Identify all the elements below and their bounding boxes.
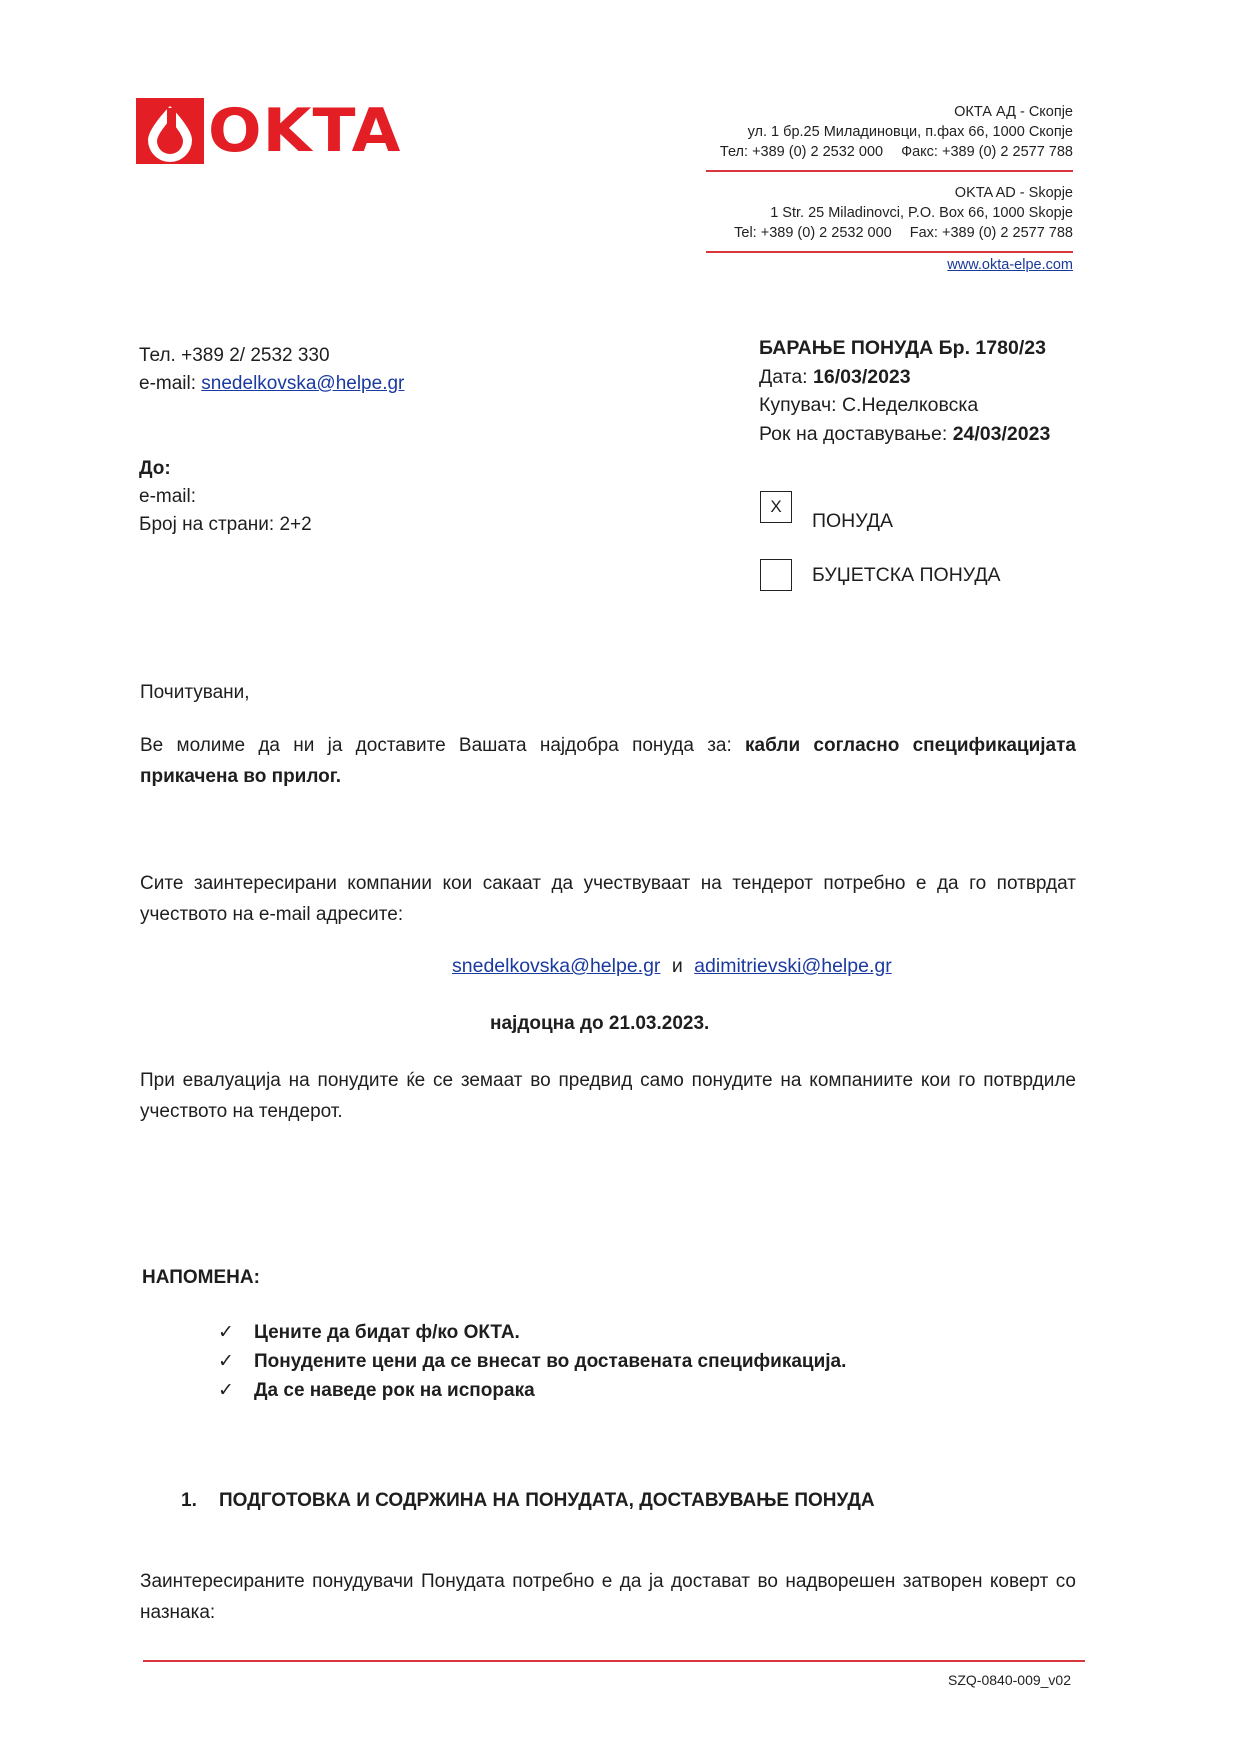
note-item-text: Да се наведе рок на испорака	[254, 1380, 535, 1401]
contact-email-label: e-mail:	[139, 373, 202, 394]
footer-divider	[143, 1660, 1085, 1662]
request-deadline-label: Рок на доставување:	[759, 422, 953, 445]
note-item-text: Понудените цени да се внесат во доставената спецификација.	[254, 1351, 847, 1372]
recipient-email-label: e-mail:	[139, 486, 197, 507]
option-budget-offer[interactable]	[760, 559, 1001, 591]
offer-label: ПОНУДА	[812, 510, 893, 532]
option-offer[interactable]	[760, 494, 893, 533]
header-divider-2	[706, 251, 1073, 253]
offer-checkbox[interactable]: X	[760, 491, 792, 523]
email-snedelkovska-link[interactable]: snedelkovska@helpe.gr	[452, 955, 661, 977]
section-1-heading	[181, 1490, 875, 1512]
confirmation-deadline: најдоцна до 21.03.2023.	[490, 1013, 710, 1034]
phone-en: Tel: +389 (0) 2 2532 000	[734, 225, 892, 241]
header-address-mk	[720, 102, 1073, 162]
header-address-en	[734, 183, 1073, 243]
paragraph-request-subject: кабли согласно спецификацијата прикачена во прилог.	[140, 735, 1076, 787]
note-item	[218, 1376, 846, 1405]
form-code: SZQ-0840-009_v02	[948, 1672, 1071, 1688]
recipient-block	[139, 455, 312, 539]
company-name-en: OKTA AD - Skopje	[954, 185, 1073, 201]
paragraph-evaluation: При евалуација на понудите ќе се земаат во предвид само понудите на компаниите кои го потврдиле учеството на тендерот.	[140, 1070, 1076, 1122]
note-list	[218, 1318, 846, 1405]
contact-block	[139, 342, 404, 398]
okta-logo	[136, 96, 402, 166]
section-1-text: Заинтересираните понудувачи Понудата потребно е да ја достават во надворешен затворен коверт со назнака:	[140, 1571, 1076, 1623]
note-heading: НАПОМЕНА:	[142, 1267, 260, 1288]
page-count: Број на страни: 2+2	[139, 514, 312, 535]
contact-phone: Тел. +389 2/ 2532 330	[139, 345, 330, 366]
confirmation-emails	[452, 955, 892, 978]
checkmark-icon: ✓	[218, 1350, 234, 1372]
address-mk: ул. 1 бр.25 Миладиновци, п.фах 66, 1000 Скопје	[747, 124, 1073, 140]
okta-drop-icon	[136, 98, 204, 164]
checkmark-icon: ✓	[218, 1379, 234, 1401]
request-block	[759, 334, 1050, 448]
company-name-mk: ОКТА АД - Скопје	[954, 104, 1073, 120]
note-item	[218, 1318, 846, 1347]
note-item-text: Цените да бидат ф/ко ОКТА.	[254, 1322, 520, 1343]
budget-offer-label: БУЏЕТСКА ПОНУДА	[812, 563, 1001, 586]
request-deadline: 24/03/2023	[952, 422, 1051, 445]
request-buyer: Купувач: С.Неделковска	[759, 394, 979, 416]
contact-email-link[interactable]: snedelkovska@helpe.gr	[201, 373, 405, 394]
website-link[interactable]: www.okta-elpe.com	[947, 257, 1073, 273]
greeting: Почитувани,	[140, 682, 250, 703]
request-date: 16/03/2023	[813, 365, 911, 388]
logo-wordmark: OKTA	[208, 96, 402, 166]
address-en: 1 Str. 25 Miladinovci, P.O. Box 66, 1000 Skopje	[770, 205, 1073, 221]
paragraph-participation: Сите заинтересирани компании кои сакаат да учествуваат на тендерот потребно е да го потврдат учеството на e-mail адресите:	[140, 873, 1076, 925]
header-divider-1	[706, 170, 1073, 172]
to-label: До:	[139, 458, 171, 479]
section-1-number: 1.	[181, 1490, 197, 1511]
phone-mk: Тел: +389 (0) 2 2532 000	[719, 144, 884, 160]
note-item	[218, 1347, 846, 1376]
budget-offer-checkbox[interactable]	[760, 559, 792, 591]
paragraph-request	[140, 730, 1076, 792]
request-number: БАРАЊЕ ПОНУДА Бр. 1780/23	[759, 337, 1046, 359]
request-date-label: Дата:	[759, 365, 814, 388]
section-1-title: ПОДГОТОВКА И СОДРЖИНА НА ПОНУДАТА, ДОСТАВУВАЊЕ ПОНУДА	[219, 1490, 875, 1511]
checkmark-icon: ✓	[218, 1321, 234, 1343]
email-separator: и	[671, 955, 683, 977]
paragraph-request-text: Ве молиме да ни ја доставите Вашата најдобра понуда за:	[140, 735, 746, 756]
fax-mk: Факс: +389 (0) 2 2577 788	[901, 144, 1073, 160]
fax-en: Fax: +389 (0) 2 2577 788	[909, 225, 1073, 241]
email-adimitrievski-link[interactable]: adimitrievski@helpe.gr	[694, 955, 892, 977]
